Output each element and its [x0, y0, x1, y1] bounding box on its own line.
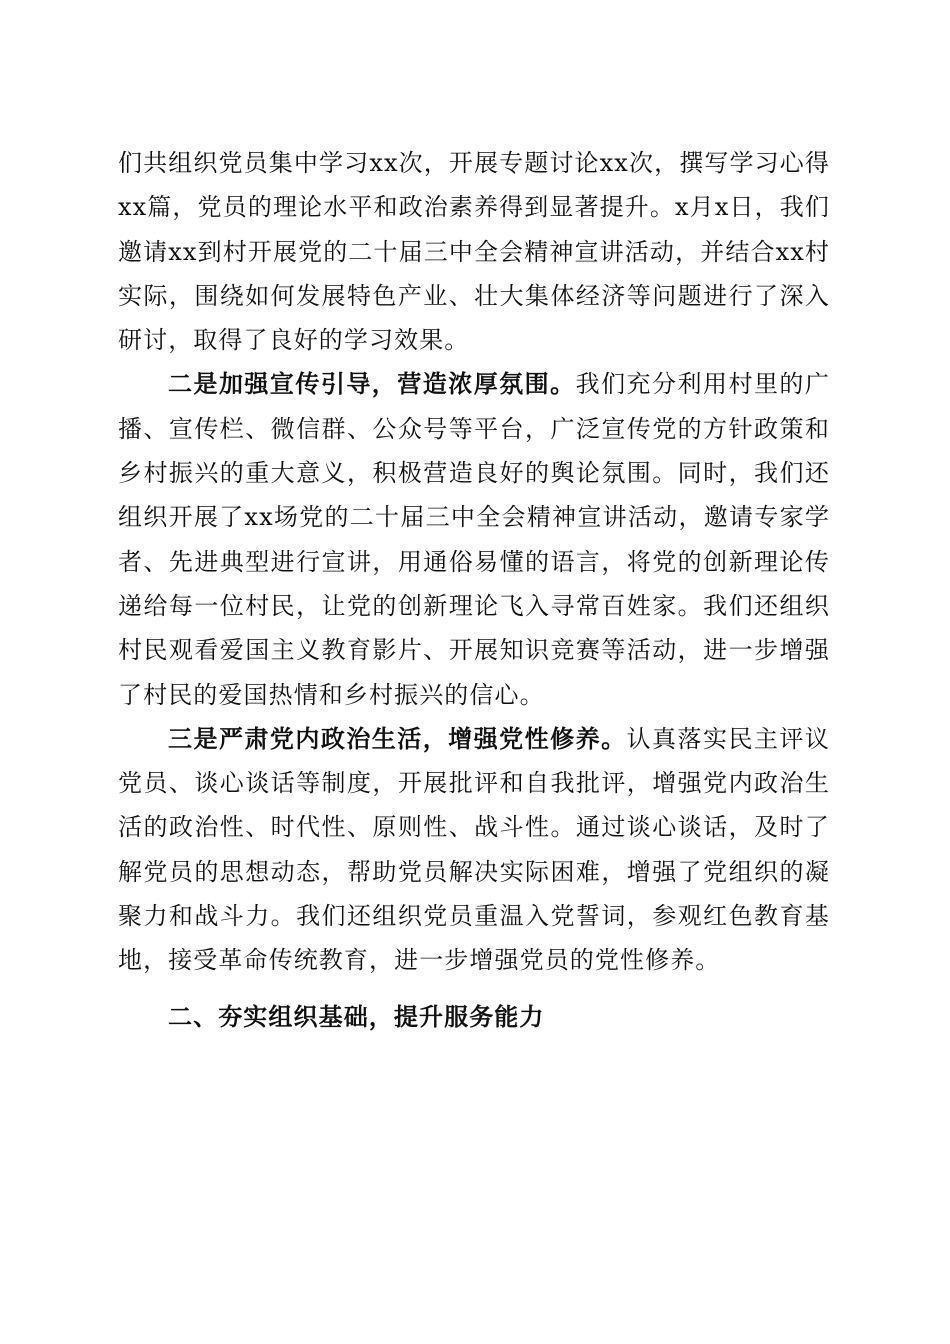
document-body [118, 141, 830, 1039]
section-heading: 二、夯实组织基础，提升服务能力 [168, 1001, 545, 1031]
paragraph-lead: 三是严肃党内政治生活，增强党性修养。 [168, 723, 627, 753]
paragraph-text: 认真落实民主评议党员、谈心谈话等制度，开展批评和自我批评，增强党内政治生活的政治性、时代性、原则性、战斗性。通过谈心谈话，及时了解党员的思想动态，帮助党员解决实际困难，增强了党组织的凝聚力和战斗力。我们还组织党员重温入党誓词，参观红色教育基地，接受革命传统教育，进一步增强党员的党性修养。 [118, 724, 830, 975]
paragraph-text: 们共组织党员集中学习xx次，开展专题讨论xx次，撰写学习心得xx篇，党员的理论水平和政治素养得到显著提升。x月x日，我们邀请xx到村开展党的二十届三中全会精神宣讲活动，并结合xx村实际，围绕如何发展特色产业、壮大集体经济等问题进行了深入研讨，取得了良好的学习效果。 [118, 149, 830, 355]
paragraph-political-life [118, 717, 830, 983]
paragraph-publicity [118, 362, 830, 716]
paragraph-text: 我们充分利用村里的广播、宣传栏、微信群、公众号等平台，广泛宣传党的方针政策和乡村振兴的重大意义，积极营造良好的舆论氛围。同时，我们还组织开展了xx场党的二十届三中全会精神宣讲活动，邀请专家学者、先进典型进行宣讲，用通俗易懂的语言，将党的创新理论传递给每一位村民，让党的创新理论飞入寻常百姓家。我们还组织村民观看爱国主义教育影片、开展知识竞赛等活动，进一步增强了村民的爱国热情和乡村振兴的信心。 [118, 370, 830, 709]
paragraph-lead: 二是加强宣传引导，营造浓厚氛围。 [168, 369, 576, 399]
paragraph-study-results [118, 141, 830, 362]
